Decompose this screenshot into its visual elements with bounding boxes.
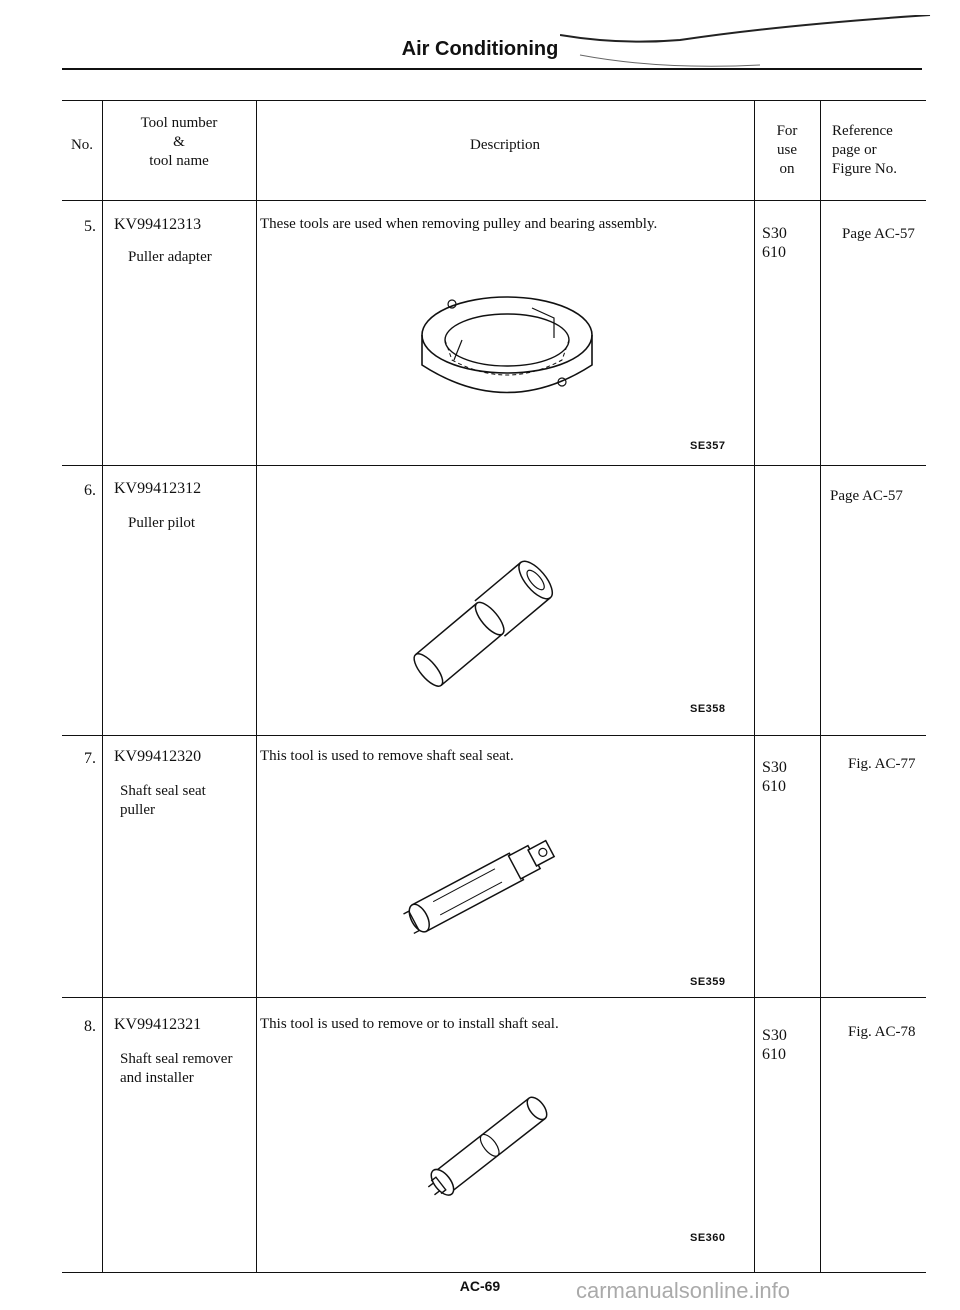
puller-adapter-ring-drawing bbox=[412, 290, 602, 410]
puller-pilot-cylinder-drawing bbox=[392, 560, 572, 690]
shaft-seal-seat-puller-drawing bbox=[392, 822, 572, 952]
header-no: No. bbox=[70, 137, 94, 153]
tool-number: KV99412312 bbox=[114, 480, 202, 497]
table-bottom-rule bbox=[62, 1272, 926, 1273]
page-number: AC-69 bbox=[459, 1278, 501, 1294]
tool-name: Shaft seal seat puller bbox=[120, 783, 206, 818]
tool-number: KV99412313 bbox=[114, 216, 202, 233]
description: This tool is used to remove shaft seal seat. bbox=[260, 748, 514, 764]
for-use: S30 610 bbox=[762, 1027, 787, 1063]
row-number: 5. bbox=[84, 218, 96, 235]
row-divider bbox=[62, 465, 926, 466]
row-number: 6. bbox=[84, 482, 96, 499]
reference: Fig. AC-78 bbox=[848, 1024, 916, 1040]
tool-name: Puller pilot bbox=[128, 515, 196, 531]
header-tool: Tool number & tool name bbox=[140, 115, 218, 169]
tool-name: Shaft seal remover and installer bbox=[120, 1051, 233, 1086]
reference: Fig. AC-77 bbox=[848, 756, 916, 772]
column-divider bbox=[256, 100, 257, 1272]
figure-code: SE360 bbox=[690, 1232, 726, 1244]
column-divider bbox=[102, 100, 103, 1272]
column-divider bbox=[754, 100, 755, 1272]
header-for-use: For use on bbox=[776, 123, 798, 177]
row-divider bbox=[62, 997, 926, 998]
reference: Page AC-57 bbox=[830, 488, 903, 504]
header-reference: Reference page or Figure No. bbox=[832, 123, 897, 177]
row-divider bbox=[62, 735, 926, 736]
tools-table bbox=[62, 100, 926, 1272]
watermark: carmanualsonline.info bbox=[576, 1278, 791, 1303]
description: These tools are used when removing pulley and bearing assembly. bbox=[260, 216, 658, 232]
shaft-seal-remover-drawing bbox=[402, 1085, 572, 1215]
for-use: S30 610 bbox=[762, 759, 787, 795]
page-title: Air Conditioning bbox=[401, 38, 559, 60]
table-top-rule bbox=[62, 100, 926, 101]
title-rule bbox=[62, 68, 922, 70]
figure-code: SE359 bbox=[690, 976, 726, 988]
row-number: 8. bbox=[84, 1018, 96, 1035]
tool-name: Puller adapter bbox=[128, 249, 212, 265]
for-use: S30 610 bbox=[762, 225, 787, 261]
description: This tool is used to remove or to install shaft seal. bbox=[260, 1016, 559, 1032]
header-bottom-rule bbox=[62, 200, 926, 201]
tool-number: KV99412320 bbox=[114, 748, 202, 765]
tool-number: KV99412321 bbox=[114, 1016, 202, 1033]
figure-code: SE358 bbox=[690, 703, 726, 715]
reference: Page AC-57 bbox=[842, 226, 915, 242]
row-number: 7. bbox=[84, 750, 96, 767]
scan-smudge-decoration bbox=[560, 15, 940, 75]
figure-code: SE357 bbox=[690, 440, 726, 452]
header-description: Description bbox=[470, 137, 540, 153]
column-divider bbox=[820, 100, 821, 1272]
